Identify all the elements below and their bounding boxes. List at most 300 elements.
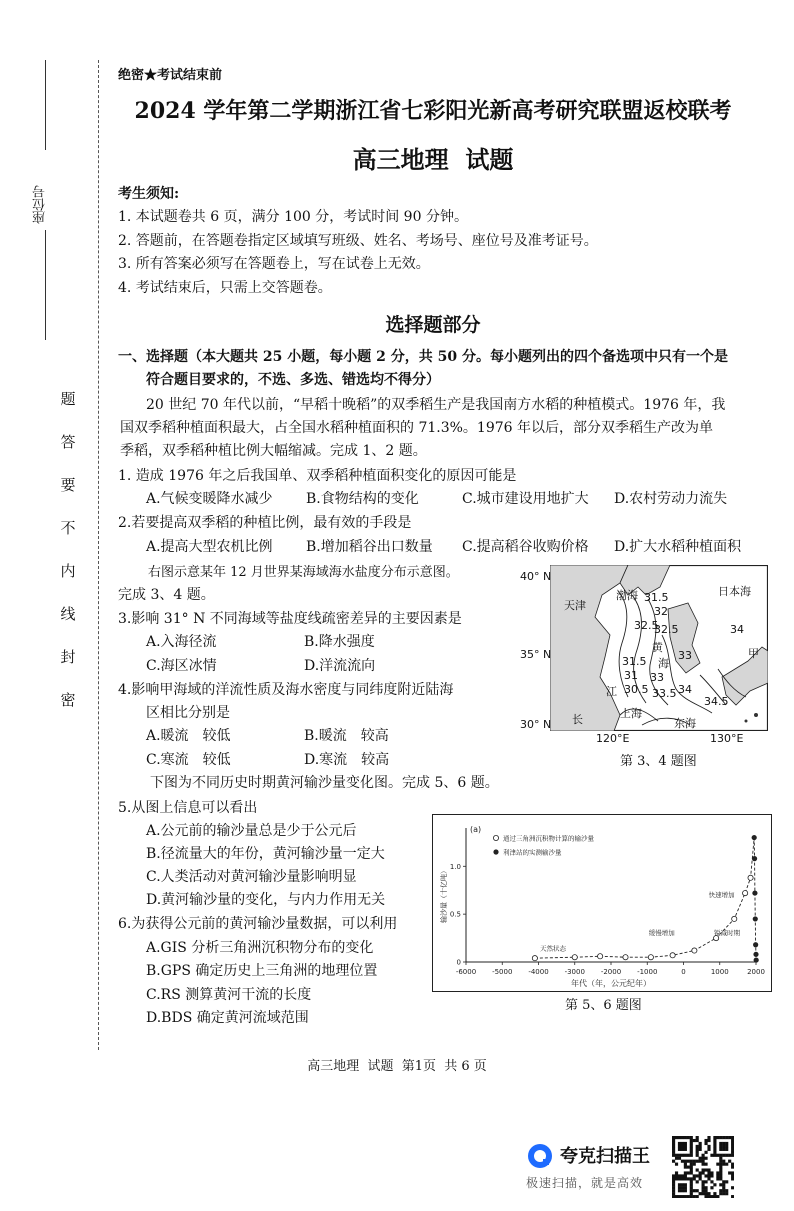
- qr-module: [707, 1192, 710, 1195]
- qr-module: [725, 1142, 728, 1145]
- qr-module: [690, 1177, 693, 1180]
- qr-module: [672, 1174, 675, 1177]
- qr-module: [678, 1177, 681, 1180]
- q6-option-a: A.GIS 分析三角洲沉积物分布的变化: [146, 940, 374, 956]
- qr-module: [731, 1174, 734, 1177]
- qr-module: [731, 1142, 734, 1145]
- qr-module: [690, 1142, 693, 1145]
- qr-module: [681, 1136, 684, 1139]
- seat-label: 座位号: [33, 185, 48, 224]
- qr-module: [690, 1195, 693, 1198]
- qr-module: [690, 1192, 693, 1195]
- q2-options: [146, 536, 766, 556]
- chart-annotation: 锐减时期: [714, 929, 740, 938]
- qr-module: [728, 1171, 731, 1174]
- qr-module: [690, 1189, 693, 1192]
- qr-module: [702, 1157, 705, 1160]
- qr-module: [722, 1148, 725, 1151]
- q2-option-a: A.提高大型农机比例: [146, 539, 273, 555]
- qr-module: [725, 1154, 728, 1157]
- qr-module: [696, 1145, 699, 1148]
- qr-module: [690, 1154, 693, 1157]
- qr-module: [710, 1154, 713, 1157]
- chart-annotation: 快速增加: [708, 890, 735, 899]
- x-tick-label: 1000: [710, 968, 729, 976]
- page-footer: 高三地理 试题 第1页 共 6 页: [307, 1059, 487, 1074]
- qr-module: [690, 1168, 693, 1171]
- qr-module: [702, 1183, 705, 1186]
- isohaline-label: 33: [650, 671, 664, 684]
- qr-module: [672, 1192, 675, 1195]
- qr-module: [719, 1168, 722, 1171]
- seal-char: 题: [60, 390, 76, 408]
- qr-module: [722, 1142, 725, 1145]
- notice-item: 1. 本试题卷共 6 页，满分 100 分，考试时间 90 分钟。: [118, 209, 468, 225]
- qr-module: [693, 1177, 696, 1180]
- q3-stem: 3.影响 31° N 不同海域等盐度线疏密差异的主要因素是: [118, 611, 462, 627]
- secret-label: 绝密★考试结束前: [118, 68, 223, 83]
- isohaline-label: 33.5: [652, 687, 677, 700]
- qr-module: [690, 1183, 693, 1186]
- q1-stem: 1. 造成 1976 年之后我国单、双季稻种植面积变化的原因可能是: [118, 468, 517, 484]
- x-tick-label: -1000: [637, 968, 658, 976]
- qr-module: [687, 1160, 690, 1163]
- seal-char: 线: [60, 605, 76, 623]
- qr-module: [687, 1177, 690, 1180]
- qr-module: [716, 1136, 719, 1139]
- qr-module: [722, 1186, 725, 1189]
- qr-module: [707, 1168, 710, 1171]
- seal-line-text: [60, 378, 76, 722]
- map-label-sea-of-japan: 日本海: [718, 585, 751, 598]
- qr-module: [702, 1163, 705, 1166]
- qr-module: [731, 1148, 734, 1151]
- passage-line: 20 世纪 70 年代以前，“早稻十晚稻”的双季稻生产是我国南方水稻的种植模式。1976 年，我: [146, 397, 726, 413]
- qr-module: [684, 1177, 687, 1180]
- qr-module: [719, 1166, 722, 1169]
- passage-line: 季稻，双季稻种植比例大幅缩减。完成 1、2 题。: [120, 443, 427, 459]
- qr-module: [722, 1183, 725, 1186]
- qr-module: [728, 1160, 731, 1163]
- qr-module: [713, 1154, 716, 1157]
- qr-module: [681, 1189, 684, 1192]
- legend-label: 通过三角洲沉积物计算的输沙量: [503, 834, 594, 843]
- qr-module: [719, 1157, 722, 1160]
- qr-module: [678, 1186, 681, 1189]
- qr-module: [710, 1195, 713, 1198]
- q3-options: [146, 631, 516, 677]
- scanner-brand: 夸克扫描王: [560, 1146, 650, 1167]
- passage-line: 国双季稻种植面积最大，占全国水稻种植面积的 71.3%。1976 年以后，部分双季稻生产改为单: [120, 420, 714, 436]
- map-label-tianjin: 天津: [564, 599, 586, 612]
- q1-option-b: B.食物结构的变化: [306, 491, 419, 507]
- qr-module: [716, 1154, 719, 1157]
- qr-module: [704, 1157, 707, 1160]
- qr-module: [719, 1192, 722, 1195]
- qr-module: [684, 1160, 687, 1163]
- isohaline-label: 34.5: [704, 695, 729, 708]
- data-point-deposit: [692, 948, 697, 953]
- qr-module: [696, 1151, 699, 1154]
- qr-module: [690, 1151, 693, 1154]
- qr-module: [716, 1171, 719, 1174]
- map-label-jia: 甲: [748, 647, 759, 660]
- qr-module: [722, 1189, 725, 1192]
- x-tick-label: -3000: [564, 968, 585, 976]
- data-point-measured: [752, 890, 757, 895]
- y-tick-label: 0: [456, 958, 461, 967]
- qr-module: [699, 1192, 702, 1195]
- qr-module: [710, 1180, 713, 1183]
- qr-module: [699, 1171, 702, 1174]
- data-point-deposit: [598, 954, 603, 959]
- legend-marker-filled: [493, 849, 498, 854]
- qr-module: [696, 1180, 699, 1183]
- qr-module: [687, 1136, 690, 1139]
- qr-module: [704, 1180, 707, 1183]
- qr-module: [722, 1163, 725, 1166]
- qr-module: [707, 1171, 710, 1174]
- qr-module: [681, 1145, 684, 1148]
- qr-module: [672, 1151, 675, 1154]
- binding-line-top: [45, 60, 46, 150]
- q3-option-c: C.海区冰情: [146, 658, 217, 674]
- qr-module: [713, 1142, 716, 1145]
- qr-module: [672, 1186, 675, 1189]
- qr-module: [678, 1157, 681, 1160]
- x-tick-label: 0: [681, 968, 686, 976]
- qr-module: [684, 1171, 687, 1174]
- qr-module: [704, 1168, 707, 1171]
- qr-module: [707, 1177, 710, 1180]
- qr-module: [722, 1145, 725, 1148]
- q5-option-a: A.公元前的输沙量总是少于公元后: [146, 823, 357, 839]
- qr-module: [713, 1195, 716, 1198]
- qr-module: [672, 1154, 675, 1157]
- q4-options: [146, 725, 516, 771]
- qr-module: [684, 1154, 687, 1157]
- qr-module: [684, 1136, 687, 1139]
- qr-module: [731, 1177, 734, 1180]
- quark-logo-icon: [526, 1142, 554, 1170]
- part-heading: 一、选择题（本大题共 25 小题，每小题 2 分，共 50 分。每小题列出的四个备选项中只有一个是: [118, 349, 728, 365]
- qr-module: [696, 1168, 699, 1171]
- map-caption: 第 3、4 题图: [620, 754, 697, 769]
- qr-module: [731, 1163, 734, 1166]
- qr-module: [675, 1174, 678, 1177]
- qr-module: [707, 1174, 710, 1177]
- qr-module: [699, 1177, 702, 1180]
- qr-module: [731, 1136, 734, 1139]
- q4-option-d: D.寒流 较高: [304, 752, 390, 768]
- seal-char: 答: [60, 433, 76, 451]
- qr-module: [722, 1136, 725, 1139]
- isohaline-label: 31: [624, 669, 638, 682]
- qr-module: [710, 1171, 713, 1174]
- y-tick-label: 1.0: [449, 862, 461, 871]
- qr-module: [681, 1177, 684, 1180]
- chart-annotation: 缓慢增加: [648, 929, 675, 938]
- qr-module: [696, 1148, 699, 1151]
- x-tick-label: 2000: [747, 968, 765, 976]
- qr-module: [716, 1195, 719, 1198]
- seal-char: 密: [60, 691, 76, 709]
- exam-title: 2024 学年第二学期浙江省七彩阳光新高考研究联盟返校联考: [134, 98, 732, 124]
- qr-module: [684, 1166, 687, 1169]
- qr-module: [707, 1136, 710, 1139]
- qr-module: [696, 1139, 699, 1142]
- q3-option-a: A.入海径流: [146, 634, 217, 650]
- qr-module: [696, 1136, 699, 1139]
- x-tick-label: -6000: [455, 968, 477, 976]
- q3-option-d: D.洋流流向: [304, 658, 376, 674]
- qr-module: [690, 1171, 693, 1174]
- q2-option-d: D.扩大水稻种植面积: [614, 539, 742, 555]
- qr-module: [731, 1151, 734, 1154]
- chart-annotation: 天然状态: [540, 944, 566, 953]
- map-label-hai: 海: [658, 657, 669, 670]
- qr-module: [684, 1174, 687, 1177]
- qr-module: [684, 1183, 687, 1186]
- q6-stem: 6.为获得公元前的黄河输沙量数据，可以利用: [118, 916, 398, 932]
- q4-option-a: A.暖流 较低: [146, 728, 231, 744]
- qr-module: [675, 1171, 678, 1174]
- qr-module: [707, 1145, 710, 1148]
- data-point-deposit: [743, 890, 748, 895]
- qr-module: [719, 1183, 722, 1186]
- qr-module: [678, 1195, 681, 1198]
- qr-module: [672, 1180, 675, 1183]
- map-label-donghai: 东海: [674, 717, 696, 730]
- x-tick-label: -2000: [600, 968, 622, 976]
- notice-item: 2. 答题前，在答题卷指定区域填写班级、姓名、考场号、座位号及准考证号。: [118, 233, 598, 249]
- qr-module: [690, 1136, 693, 1139]
- qr-module: [725, 1148, 728, 1151]
- qr-module: [704, 1142, 707, 1145]
- passage2-line: 右图示意某年 12 月世界某海域海水盐度分布示意图。: [148, 565, 459, 580]
- qr-module: [684, 1195, 687, 1198]
- qr-module: [725, 1192, 728, 1195]
- qr-module: [702, 1192, 705, 1195]
- qr-module: [728, 1154, 731, 1157]
- qr-module: [693, 1160, 696, 1163]
- qr-module: [699, 1157, 702, 1160]
- data-point-deposit: [748, 875, 753, 880]
- qr-module: [681, 1142, 684, 1145]
- qr-module: [702, 1186, 705, 1189]
- qr-module: [702, 1154, 705, 1157]
- data-point-deposit: [572, 955, 577, 960]
- qr-module: [719, 1136, 722, 1139]
- qr-module: [684, 1145, 687, 1148]
- qr-module: [719, 1189, 722, 1192]
- qr-module: [672, 1139, 675, 1142]
- section-title: 选择题部分: [385, 314, 481, 336]
- qr-module: [713, 1139, 716, 1142]
- y-axis-title: 输沙量（十亿吨）: [440, 867, 448, 923]
- scanner-watermark: [522, 1134, 672, 1194]
- data-point-deposit: [648, 955, 653, 960]
- qr-module: [704, 1139, 707, 1142]
- sediment-chart: [432, 814, 772, 992]
- qr-module: [707, 1139, 710, 1142]
- qr-module: [678, 1145, 681, 1148]
- qr-module: [672, 1195, 675, 1198]
- qr-module: [678, 1174, 681, 1177]
- qr-module: [699, 1145, 702, 1148]
- qr-module: [690, 1160, 693, 1163]
- qr-module: [725, 1189, 728, 1192]
- qr-module: [693, 1163, 696, 1166]
- sediment-chart-svg: [432, 814, 772, 992]
- x-axis-title: 年代（年，公元纪年）: [571, 979, 651, 988]
- qr-module: [681, 1186, 684, 1189]
- qr-module: [693, 1189, 696, 1192]
- qr-module: [690, 1139, 693, 1142]
- qr-module: [696, 1195, 699, 1198]
- qr-module: [690, 1163, 693, 1166]
- qr-module: [731, 1154, 734, 1157]
- qr-module: [722, 1160, 725, 1163]
- q1-option-d: D.农村劳动力流失: [614, 491, 728, 507]
- qr-module: [696, 1174, 699, 1177]
- map-label-shanghai: 上海: [620, 707, 642, 720]
- binding-line-bottom: [45, 230, 46, 340]
- qr-module: [681, 1160, 684, 1163]
- isohaline-label: 34: [730, 623, 744, 636]
- seal-dashed-line: [98, 60, 100, 1050]
- isohaline-label: 31.5: [622, 655, 647, 668]
- qr-module: [678, 1136, 681, 1139]
- qr-module: [684, 1142, 687, 1145]
- qr-module: [678, 1183, 681, 1186]
- q1-option-c: C.城市建设用地扩大: [462, 491, 589, 507]
- qr-module: [672, 1142, 675, 1145]
- part-heading-cont: 符合题目要求的，不选、多选、错选均不得分）: [146, 372, 440, 388]
- qr-module: [675, 1157, 678, 1160]
- qr-module: [693, 1195, 696, 1198]
- qr-module: [672, 1177, 675, 1180]
- qr-module: [731, 1186, 734, 1189]
- data-point-measured: [753, 916, 758, 921]
- qr-module: [693, 1139, 696, 1142]
- q1-option-a: A.气候变暖降水减少: [146, 491, 273, 507]
- q2-stem: 2.若要提高双季稻的种植比例，最有效的手段是: [118, 515, 412, 531]
- qr-module: [693, 1174, 696, 1177]
- qr-module: [672, 1160, 675, 1163]
- seal-char: 内: [60, 562, 76, 580]
- seal-char: 封: [60, 648, 76, 666]
- qr-module: [696, 1160, 699, 1163]
- qr-module: [722, 1192, 725, 1195]
- notice-item: 3. 所有答案必须写在答题卷上，写在试卷上无效。: [118, 256, 430, 272]
- qr-module: [678, 1142, 681, 1145]
- x-tick-label: -4000: [528, 968, 549, 976]
- qr-module: [672, 1145, 675, 1148]
- qr-module: [716, 1163, 719, 1166]
- qr-module: [684, 1148, 687, 1151]
- data-point-deposit: [732, 916, 737, 921]
- isohaline-label: 34: [678, 683, 692, 696]
- data-point-measured: [754, 957, 759, 962]
- q6-option-d: D.BDS 确定黄河流域范围: [146, 1010, 309, 1026]
- map-label-chang: 长: [572, 713, 583, 726]
- lat-label-40: 40° N: [520, 570, 552, 583]
- qr-module: [731, 1195, 734, 1198]
- qr-module: [696, 1154, 699, 1157]
- qr-module: [704, 1186, 707, 1189]
- qr-module: [675, 1177, 678, 1180]
- lon-label-120: 120°E: [596, 732, 630, 745]
- qr-module: [725, 1180, 728, 1183]
- qr-module: [713, 1145, 716, 1148]
- isohaline-label: 33: [678, 649, 692, 662]
- qr-module: [728, 1136, 731, 1139]
- qr-module: [684, 1186, 687, 1189]
- lat-label-30: 30° N: [520, 718, 552, 731]
- qr-module: [719, 1171, 722, 1174]
- qr-module: [687, 1195, 690, 1198]
- qr-module: [672, 1136, 675, 1139]
- qr-module: [731, 1166, 734, 1169]
- qr-module: [710, 1174, 713, 1177]
- qr-module: [725, 1145, 728, 1148]
- qr-module: [710, 1186, 713, 1189]
- qr-module: [716, 1174, 719, 1177]
- passage2-line: 完成 3、4 题。: [118, 587, 215, 603]
- q6-option-c: C.RS 测算黄河干流的长度: [146, 987, 312, 1003]
- qr-module: [690, 1180, 693, 1183]
- qr-code: [672, 1136, 734, 1198]
- qr-module: [702, 1160, 705, 1163]
- qr-module: [696, 1189, 699, 1192]
- q4-option-b: B.暖流 较高: [304, 728, 389, 744]
- q4-stem: 4.影响甲海域的洋流性质及海水密度与同纬度附近陆海: [118, 682, 454, 698]
- lon-label-130: 130°E: [710, 732, 744, 745]
- q5-option-b: B.径流量大的年份，黄河输沙量一定大: [146, 846, 385, 862]
- qr-module: [702, 1189, 705, 1192]
- map-label-huang: 黄: [652, 641, 663, 654]
- qr-module: [719, 1142, 722, 1145]
- isohaline-label: 31.5: [644, 591, 669, 604]
- map-label-bohai: 渤海: [616, 589, 638, 602]
- qr-module: [722, 1180, 725, 1183]
- qr-module: [687, 1166, 690, 1169]
- qr-module: [704, 1151, 707, 1154]
- qr-module: [699, 1142, 702, 1145]
- qr-module: [681, 1195, 684, 1198]
- q3-option-b: B.降水强度: [304, 634, 375, 650]
- qr-module: [719, 1174, 722, 1177]
- q2-option-c: C.提高稻谷收购价格: [462, 539, 589, 555]
- qr-module: [719, 1177, 722, 1180]
- data-point-deposit: [623, 955, 628, 960]
- qr-module: [707, 1148, 710, 1151]
- qr-module: [684, 1189, 687, 1192]
- qr-module: [713, 1151, 716, 1154]
- data-point-measured: [752, 856, 757, 861]
- q5-stem: 5.从图上信息可以看出: [118, 800, 258, 816]
- map-label-jiang: 江: [606, 685, 617, 698]
- qr-module: [713, 1183, 716, 1186]
- q6-option-b: B.GPS 确定历史上三角洲的地理位置: [146, 963, 378, 979]
- qr-module: [672, 1148, 675, 1151]
- q2-option-b: B.增加稻谷出口数量: [306, 539, 433, 555]
- notice-heading: 考生须知:: [118, 186, 180, 202]
- isohaline-label: 32.5: [654, 623, 679, 636]
- data-point-deposit: [532, 956, 537, 961]
- qr-module: [704, 1195, 707, 1198]
